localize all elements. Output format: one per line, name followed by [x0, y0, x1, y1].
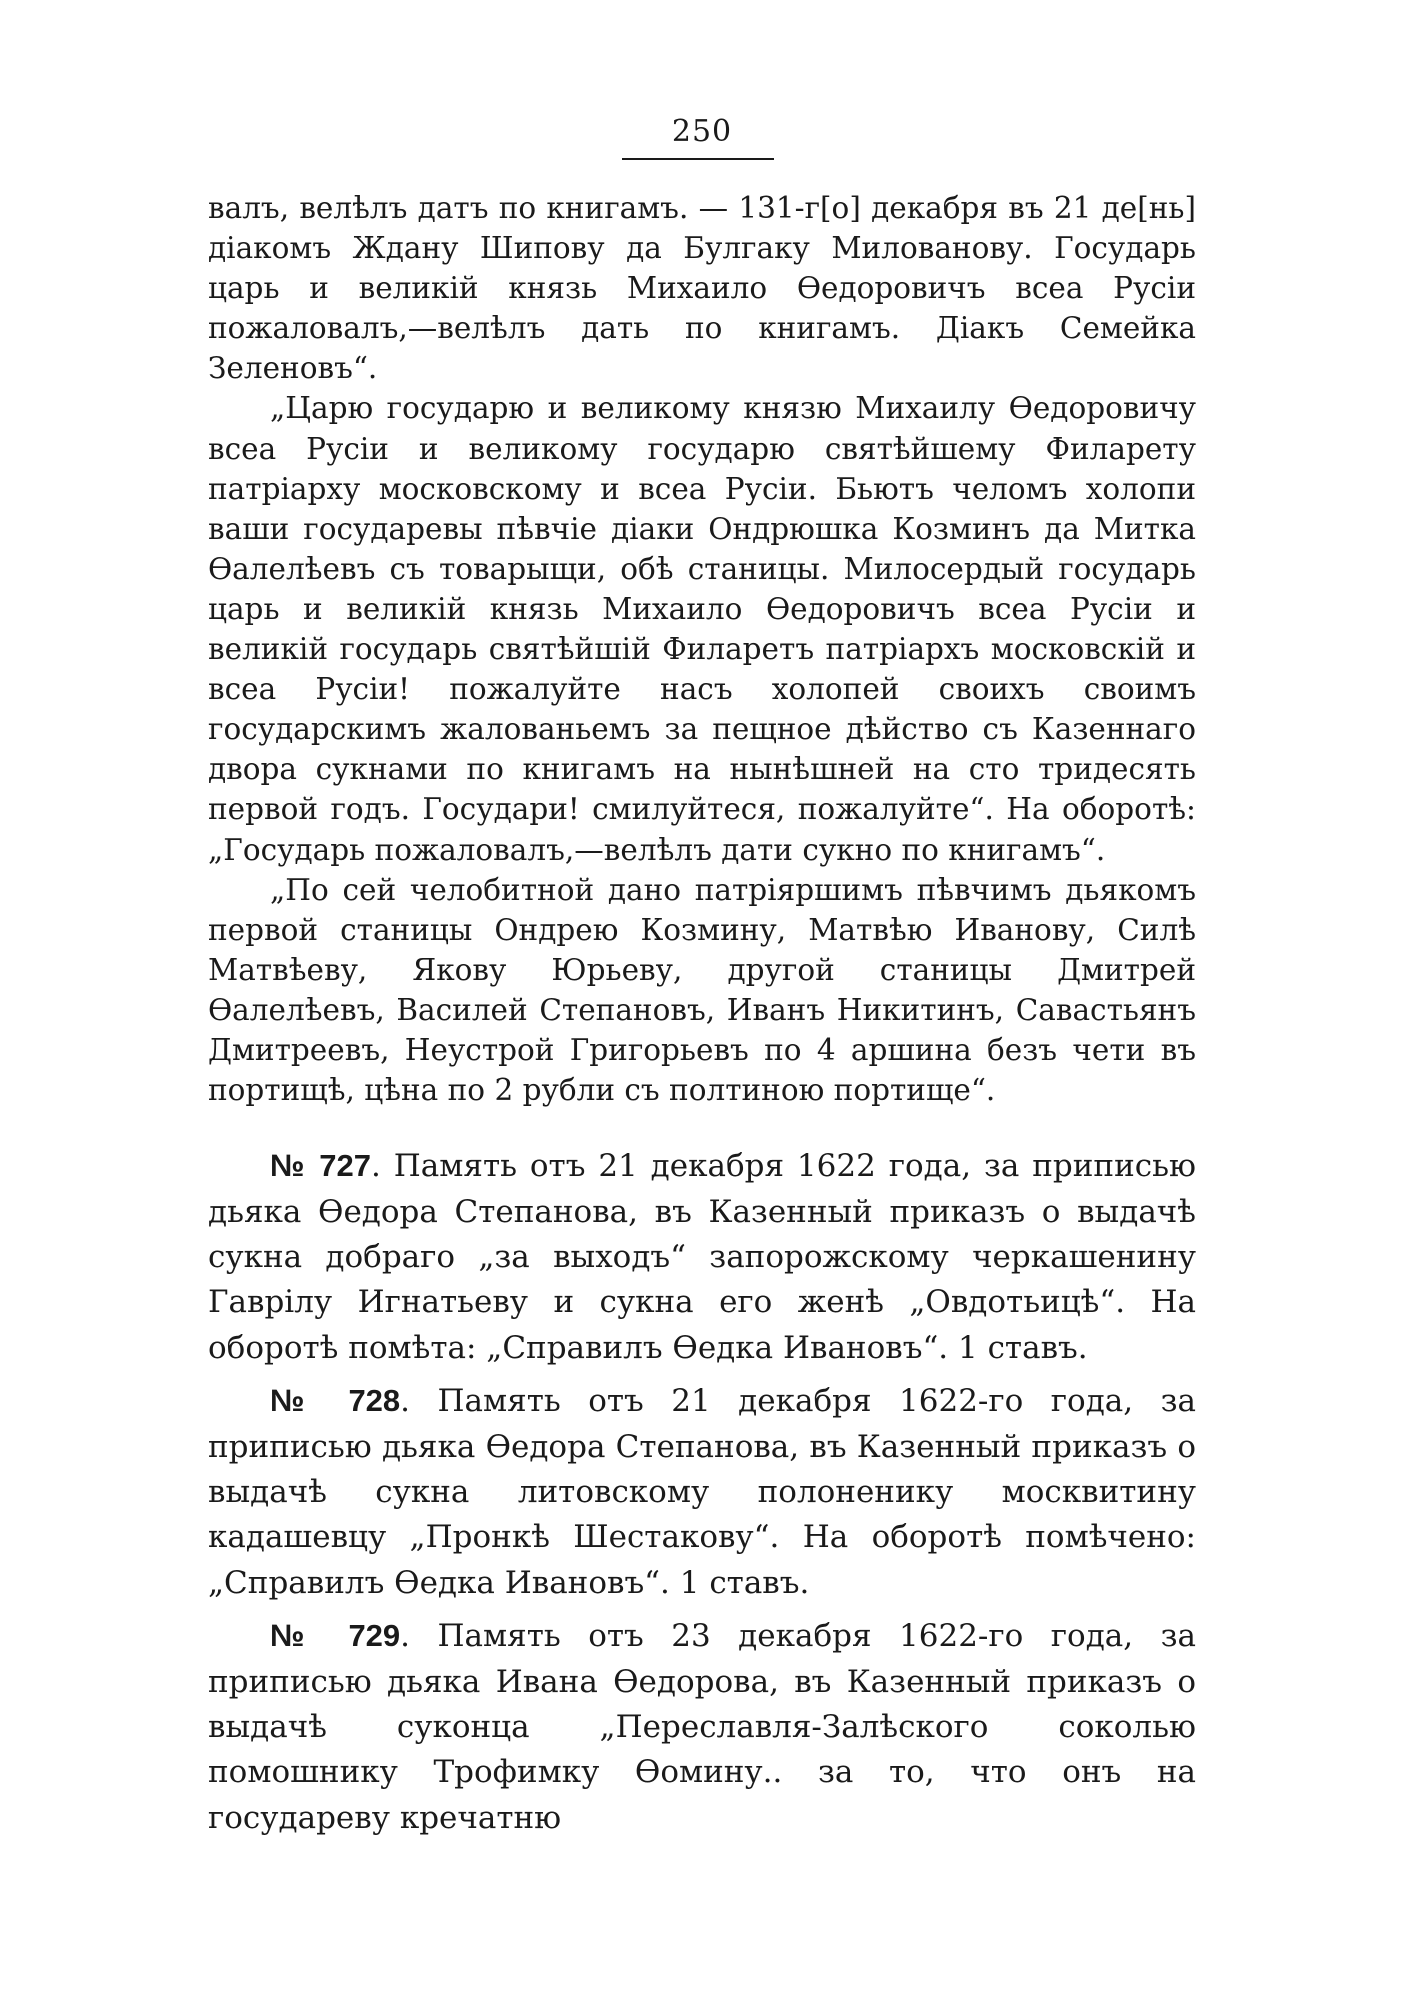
entry-text: . Память отъ 23 декабря 1622-го года, за приписью дьяка Ивана Өедорова, въ Казенный приказъ о выдачѣ суконца „Переславля-Залѣского соколью помошнику Трофимку Өомину.. за то, что онъ на государеву кречатню [208, 1618, 1196, 1836]
page-number: 250 [671, 114, 733, 149]
entry-728 [208, 1378, 1196, 1606]
paragraph-petition-note: „По сей челобитной дано патріяршимъ пѣвчимъ дьякомъ первой станицы Ондрею Козмину, Матвѣю Иванову, Силѣ Матвѣеву, Якову Юрьеву, другой станицы Дмитрей Өалелѣевъ, Василей Степановъ, Иванъ Никитинъ, Савастьянъ Дмитреевъ, Неустрой Григорьевъ по 4 аршина безъ чети въ портищѣ, цѣна по 2 рубли съ полтиною портище“. [208, 872, 1196, 1108]
page-number-rule [622, 158, 774, 160]
entry-number: № 728 [270, 1383, 401, 1419]
page-body [208, 188, 1196, 1848]
entry-number: № 727 [270, 1148, 371, 1184]
entry-text: . Память отъ 21 декабря 1622 года, за приписью дьяка Өедора Степанова, въ Казенный приказъ о выдачѣ сукна добраго „за выходъ“ запорожскому черкашенину Гаврілу Игнатьеву и сукна его женѣ „Овдотьицѣ“. На оборотѣ помѣта: „Справилъ Өедка Ивановъ“. 1 ставъ. [208, 1148, 1196, 1366]
entry-number: № 729 [270, 1618, 401, 1654]
entries-block [208, 1143, 1196, 1841]
entry-727 [208, 1143, 1196, 1371]
entry-729 [208, 1613, 1196, 1841]
paragraph-continuation: валъ, велѣлъ датъ по книгамъ. — 131-г[о] декабря въ 21 де[нь] діакомъ Ждану Шипову да Булгаку Милованову. Государь царь и великій князь Михаило Өедоровичъ всеа Русіи пожаловалъ,—велѣлъ дать по книгамъ. Діакъ Семейка Зеленовъ“. [208, 191, 1196, 386]
entry-text: . Память отъ 21 декабря 1622-го года, за приписью дьяка Өедора Степанова, въ Казенный приказъ о выдачѣ сукна литовскому полоненику москвитину кадашевцу „Пронкѣ Шестакову“. На оборотѣ помѣчено: „Справилъ Өедка Ивановъ“. 1 ставъ. [208, 1383, 1196, 1601]
petition-text-block [208, 188, 1196, 1110]
paragraph-petition: „Царю государю и великому князю Михаилу Өедоровичу всеа Русіи и великому государю святѣйшему Филарету патріарху московскому и всеа Русіи. Бьютъ челомъ холопи ваши государевы пѣвчіе діаки Ондрюшка Козминъ да Митка Өалелѣевъ съ товарыщи, обѣ станицы. Милосердый государь царь и великій князь Михаило Өедоровичъ всеа Русіи и великій государь святѣйшій Филаретъ патріархъ московскій и всеа Русіи! пожалуйте насъ холопей своихъ своимъ государскимъ жалованьемъ за пещное дѣйство съ Казеннаго двора сукнами по книгамъ на нынѣшней на сто тридесять первой годъ. Государи! смилуйтеся, пожалуйте“. На оборотѣ: „Государь пожаловалъ,—велѣлъ дати сукно по книгамъ“. [208, 391, 1196, 867]
